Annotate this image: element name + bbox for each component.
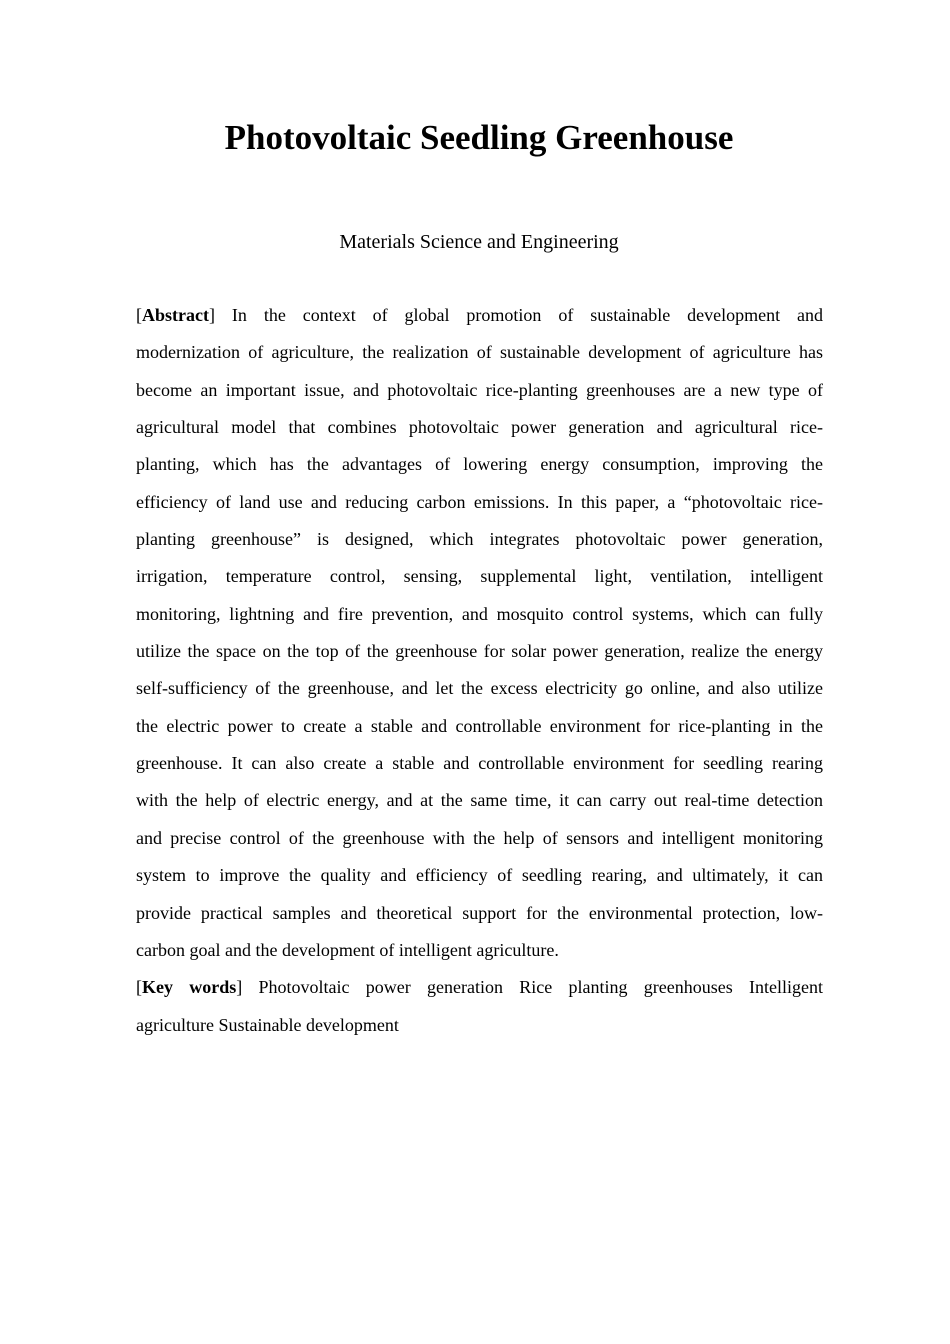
abstract-line: and precise control of the greenhouse with the help of sensors and intelligent monitoring (136, 827, 823, 848)
abstract-line: greenhouse. It can also create a stable and controllable environment for seedling rearing (136, 753, 823, 774)
abstract-line: utilize the space on the top of the greenhouse for solar power generation, realize the energy (136, 641, 823, 662)
keywords-line: [Key words] Photovoltaic power generation Rice planting greenhouses Intelligent (136, 977, 823, 998)
abstract-line: modernization of agriculture, the realization of sustainable development of agriculture has (136, 342, 823, 363)
abstract-line: planting, which has the advantages of lowering energy consumption, improving the (136, 454, 823, 475)
keywords-label: Key words (142, 977, 237, 998)
affiliation: Materials Science and Engineering (339, 231, 619, 253)
abstract-line: [Abstract] In the context of global promotion of sustainable development and (136, 305, 824, 325)
abstract-text: In the context of global promotion of sustainable development and (231, 305, 824, 325)
abstract-line: self-sufficiency of the greenhouse, and let the excess electricity go online, and also utilize (136, 678, 823, 699)
paper-title: Photovoltaic Seedling Greenhouse (224, 118, 734, 157)
abstract-line: efficiency of land use and reducing carbon emissions. In this paper, a “photovoltaic rice- (136, 491, 823, 512)
abstract-line: agricultural model that combines photovoltaic power generation and agricultural rice- (136, 417, 823, 438)
keywords-text: Photovoltaic power generation Rice planting greenhouses Intelligent (258, 977, 823, 998)
abstract-line: irrigation, temperature control, sensing, supplemental light, ventilation, intelligent (136, 566, 823, 587)
abstract-line: become an important issue, and photovoltaic rice-planting greenhouses are a new type of (136, 379, 823, 400)
abstract-line: system to improve the quality and efficiency of seedling rearing, and ultimately, it can (136, 865, 823, 886)
keywords-line: agriculture Sustainable development (136, 1014, 399, 1035)
abstract-line: monitoring, lightning and fire prevention, and mosquito control systems, which can fully (136, 603, 823, 624)
abstract-line: carbon goal and the development of intelligent agriculture. (136, 939, 559, 960)
paper-body (136, 302, 823, 1049)
abstract-label: Abstract (142, 305, 209, 325)
abstract-line: provide practical samples and theoretical support for the environmental protection, low- (136, 902, 823, 923)
abstract-section (136, 302, 823, 974)
abstract-line: planting greenhouse” is designed, which integrates photovoltaic power generation, (136, 529, 823, 550)
abstract-line: the electric power to create a stable and controllable environment for rice-planting in the (136, 715, 823, 736)
keywords-section (136, 974, 823, 1049)
abstract-line: with the help of electric energy, and at the same time, it can carry out real-time detection (136, 790, 823, 811)
